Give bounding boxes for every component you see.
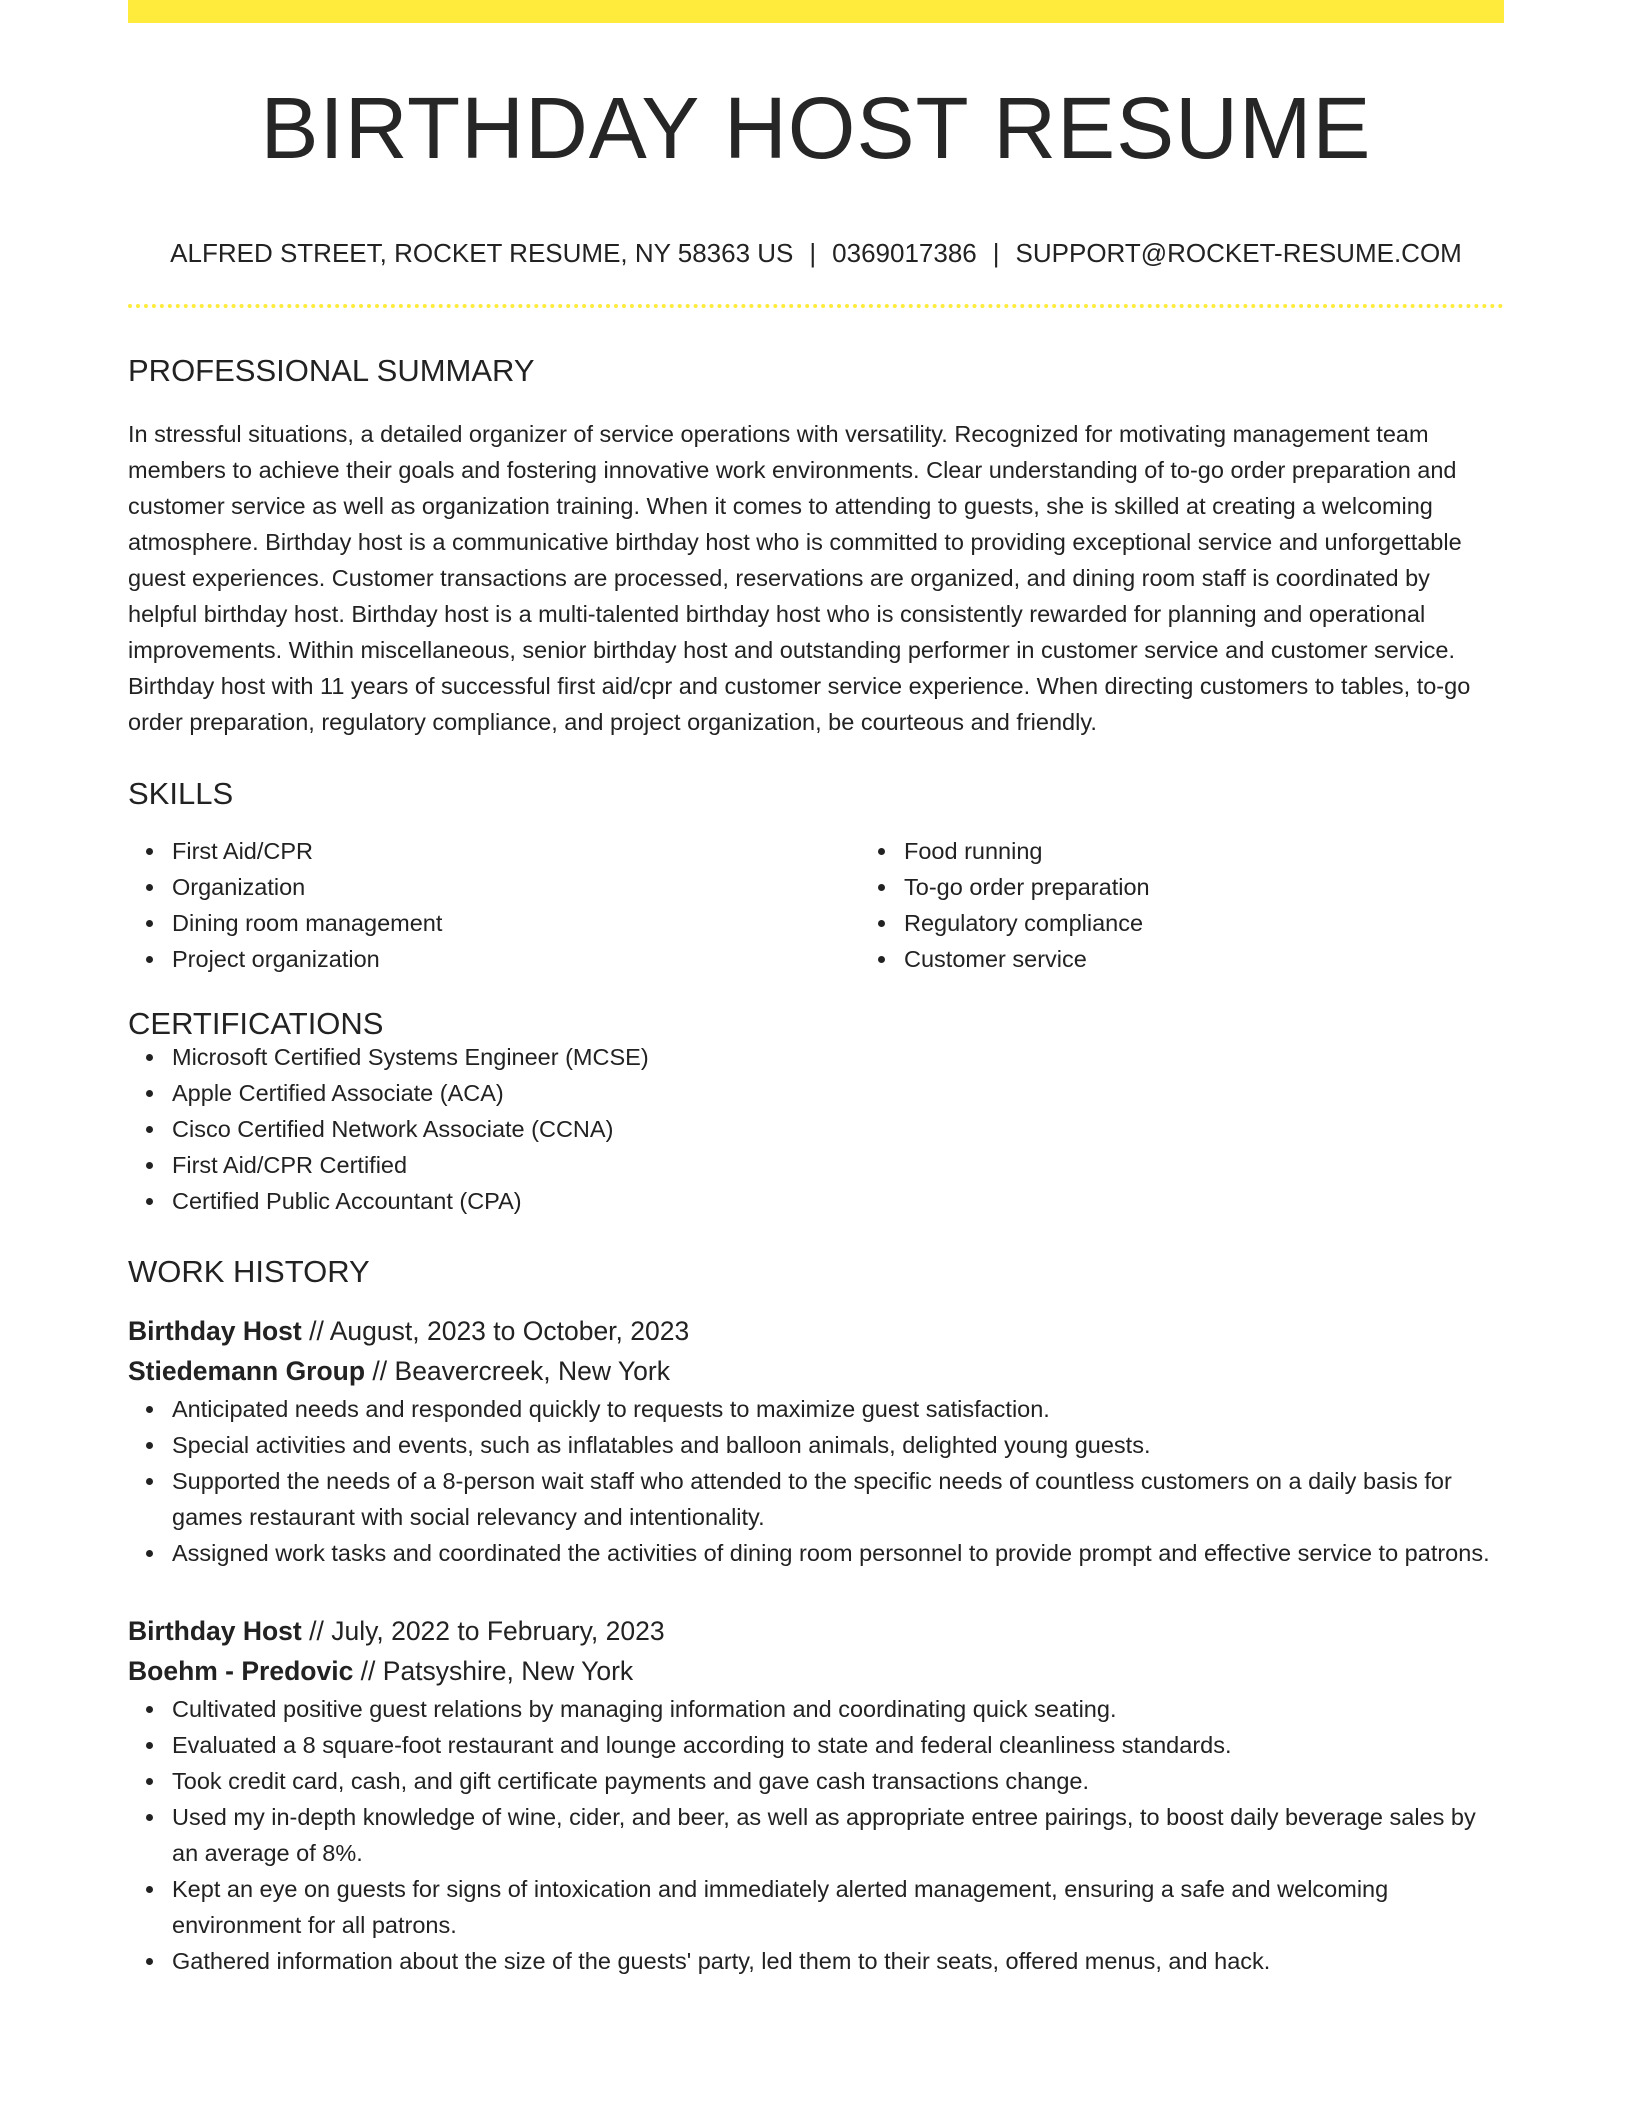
job-entry [128, 1311, 1504, 1571]
job-dates: // July, 2022 to February, 2023 [301, 1616, 665, 1646]
summary-text: In stressful situations, a detailed organizer of service operations with versatility. Recognized for motivating management team members to achieve their goals and fostering innovative work environments. Clear understanding of to-go order preparation and customer service as well as organization training. When it comes to attending to guests, she is skilled at creating a welcoming atmosphere. Birthday host is a communicative birthday host who is committed to providing exceptional service and unforgettable guest experiences. Customer transactions are processed, reservations are organized, and dining room staff is coordinated by helpful birthday host. Birthday host is a multi-talented birthday host who is consistently rewarded for planning and operational improvements. Within miscellaneous, senior birthday host and outstanding performer in customer service and customer service. Birthday host with 11 years of successful first aid/cpr and customer service experience. When directing customers to tables, to-go order preparation, regulatory compliance, and project organization, be courteous and friendly. [128, 421, 1471, 735]
skill-item: Project organization [172, 941, 860, 977]
contact-separator: | [992, 238, 1000, 268]
skills-list-right [860, 833, 1592, 977]
job-entry [128, 1611, 1504, 1979]
contact-line [128, 240, 1504, 266]
job-title: Birthday Host [128, 1316, 302, 1346]
job-title-line [128, 1311, 1504, 1351]
job-title-line [128, 1611, 1504, 1651]
job-duty: Cultivated positive guest relations by managing information and coordinating quick seating. [172, 1691, 1504, 1727]
job-dates: // August, 2023 to October, 2023 [301, 1316, 690, 1346]
job-duty: Special activities and events, such as inflatables and balloon animals, delighted young guests. [172, 1427, 1504, 1463]
certification-item: Certified Public Accountant (CPA) [172, 1183, 1504, 1219]
job-company-line [128, 1351, 1504, 1391]
skill-item: Regulatory compliance [904, 905, 1592, 941]
skill-item: Dining room management [172, 905, 860, 941]
job-company: Boehm - Predovic [128, 1656, 354, 1686]
dotted-divider [128, 304, 1504, 308]
certification-item: Apple Certified Associate (ACA) [172, 1075, 1504, 1111]
job-company: Stiedemann Group [128, 1356, 366, 1386]
job-duties-list [128, 1391, 1504, 1571]
job-duties-list [128, 1691, 1504, 1979]
skills-columns [128, 833, 1504, 977]
contact-address: ALFRED STREET, ROCKET RESUME, NY 58363 US [170, 238, 794, 268]
certification-item: Microsoft Certified Systems Engineer (MCSE) [172, 1039, 1504, 1075]
job-company-line [128, 1651, 1504, 1691]
job-location: // Beavercreek, New York [365, 1356, 670, 1386]
job-duty: Kept an eye on guests for signs of intoxication and immediately alerted management, ensuring a safe and welcoming environment for all patrons. [172, 1871, 1504, 1943]
certification-item: Cisco Certified Network Associate (CCNA) [172, 1111, 1504, 1147]
summary-heading: PROFESSIONAL SUMMARY [128, 353, 535, 388]
job-duty: Took credit card, cash, and gift certificate payments and gave cash transactions change. [172, 1763, 1504, 1799]
job-duty: Assigned work tasks and coordinated the activities of dining room personnel to provide prompt and effective service to patrons. [172, 1535, 1504, 1571]
skill-item: Organization [172, 869, 860, 905]
job-duty: Gathered information about the size of the guests' party, led them to their seats, offered menus, and hack. [172, 1943, 1504, 1979]
certification-item: First Aid/CPR Certified [172, 1147, 1504, 1183]
resume-title: BIRTHDAY HOST RESUME [260, 80, 1372, 177]
accent-top-bar [128, 0, 1504, 23]
skill-item: To-go order preparation [904, 869, 1592, 905]
job-duty: Used my in-depth knowledge of wine, cider, and beer, as well as appropriate entree pairings, to boost daily beverage sales by an average of 8%. [172, 1799, 1504, 1871]
contact-email: SUPPORT@ROCKET-RESUME.COM [1015, 238, 1462, 268]
contact-phone: 0369017386 [832, 238, 977, 268]
skill-item: Food running [904, 833, 1592, 869]
certifications-list [128, 1039, 1504, 1219]
work-history-heading: WORK HISTORY [128, 1254, 370, 1289]
job-duty: Supported the needs of a 8-person wait staff who attended to the specific needs of countless customers on a daily basis for games restaurant with social relevancy and intentionality. [172, 1463, 1504, 1535]
job-title: Birthday Host [128, 1616, 302, 1646]
skill-item: First Aid/CPR [172, 833, 860, 869]
skills-heading: SKILLS [128, 776, 234, 811]
skills-list-left [128, 833, 860, 977]
skill-item: Customer service [904, 941, 1592, 977]
contact-separator: | [809, 238, 817, 268]
job-duty: Anticipated needs and responded quickly to requests to maximize guest satisfaction. [172, 1391, 1504, 1427]
job-duty: Evaluated a 8 square-foot restaurant and lounge according to state and federal cleanliness standards. [172, 1727, 1504, 1763]
certifications-heading: CERTIFICATIONS [128, 1006, 384, 1041]
job-location: // Patsyshire, New York [353, 1656, 634, 1686]
resume-page [128, 0, 1504, 1979]
